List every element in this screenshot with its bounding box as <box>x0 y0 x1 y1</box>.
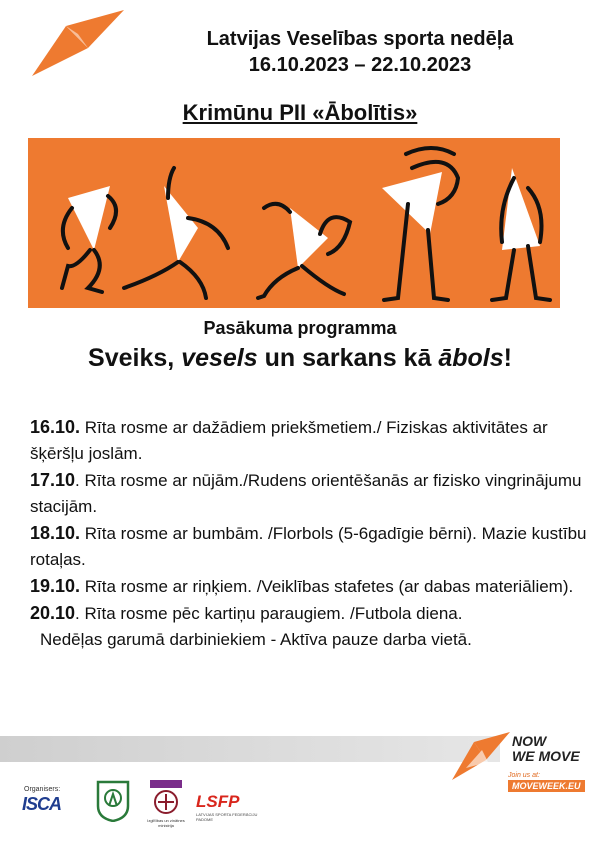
footer-divider <box>0 736 500 762</box>
program-heading: Pasākuma programma <box>203 318 397 338</box>
schedule-day: 16.10. Rīta rosme ar dažādiem priekšmetiem./ Fiziskas aktivitātes ar šķēršļu joslām. <box>30 417 548 463</box>
schedule-day: 18.10. Rīta rosme ar bumbām. /Florbols (5-6gadīgie bērni). Mazie kustību rotaļas. <box>30 523 587 569</box>
schedule-day: 17.10. Rīta rosme ar nūjām./Rudens orientēšanās ar fizisko vingrinājumu stacijām. <box>30 470 582 516</box>
exercise-figures-banner <box>28 138 560 308</box>
institution-name: Krimūnu PII «Ābolītis» <box>182 100 418 125</box>
schedule-day: 20.10. Rīta rosme pēc kartiņu paraugiem. /Futbola diena. <box>30 603 463 623</box>
lsa-shield-icon <box>96 780 130 822</box>
staff-note: Nedēļas garumā darbiniekiem - Aktīva pauze darba vietā. <box>40 630 472 649</box>
event-title-line1: Latvijas Veselības sporta nedēļa <box>206 28 514 50</box>
join-us-text: Join us at: <box>508 772 540 779</box>
event-dates: 16.10.2023 – 22.10.2023 <box>248 54 472 76</box>
isca-logo: ISCA <box>22 794 62 814</box>
schedule-list <box>30 414 590 653</box>
lsfp-logo: LSFP <box>196 792 240 811</box>
moveweek-logo-icon <box>28 8 128 80</box>
slogan: Sveiks, vesels un sarkans kā ābols! <box>88 344 512 372</box>
moveweek-link[interactable]: MOVEWEEK.EU <box>508 780 585 792</box>
ministry-label: Izglītības un zinātnes ministrija <box>147 818 185 828</box>
ministry-crest-icon <box>146 778 186 818</box>
lsfp-subtitle: LATVIJAS SPORTA FEDERĀCIJU PADOME <box>196 812 258 822</box>
organisers-label: Organisers: <box>24 786 61 793</box>
schedule-day: 19.10. Rīta rosme ar riņķiem. /Veiklības stafetes (ar dabas materiāliem). <box>30 576 574 596</box>
event-title <box>140 26 580 78</box>
now-we-move-text: NOW WE MOVE <box>512 733 580 764</box>
